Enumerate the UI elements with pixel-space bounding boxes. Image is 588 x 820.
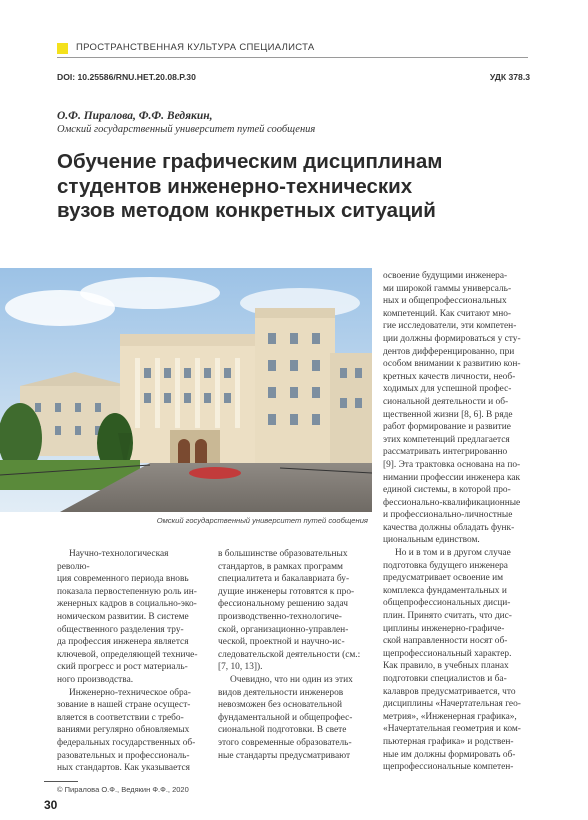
text-line: ми широкой гаммы универсаль- (383, 283, 512, 294)
text-line: фундаментальной и общепрофес- (218, 712, 353, 723)
text-line: циональным единством. (383, 535, 480, 546)
text-line: этих компетенций предлагается (383, 434, 510, 445)
text-line: ской, организационно-управлен- (218, 624, 349, 635)
doi-label[interactable]: DOI: 10.25586/RNU.HET.20.08.P.30 (57, 72, 196, 82)
text-line: Как правило, в учебных планах (383, 661, 509, 672)
text-line: фессионально-квалификационные (383, 497, 521, 508)
text-line: ных стандартов. Как указывается (57, 763, 190, 774)
text-line: фессиональному решению задач (218, 599, 348, 610)
text-line: женерных кадров в социально-эко- (57, 599, 197, 610)
text-line: щепрофессиональные компетен- (383, 762, 514, 773)
text-line: видов деятельности инженеров (218, 687, 344, 698)
text-line: особом внимании к развитию кон- (383, 359, 521, 370)
text-line: освоение будущими инженера- (383, 271, 508, 281)
article-title (57, 150, 477, 224)
text-line: «Начертательная геометрия и ком- (383, 724, 521, 735)
text-line: комплекса фундаментальных и (383, 585, 507, 596)
section-rubric: ПРОСТРАНСТВЕННАЯ КУЛЬТУРА СПЕЦИАЛИСТА (76, 42, 315, 53)
text-line: дущие инженеры готовятся к про- (218, 586, 355, 597)
body-column-3 (383, 270, 531, 774)
text-line: Инженерно-техническое обра- (69, 687, 191, 698)
text-line: единой системы, в которой про- (383, 485, 511, 496)
text-line: сиональной деятельности и об- (383, 396, 509, 407)
text-line: зование в нашей стране осущест- (57, 700, 191, 711)
footnote-divider (44, 781, 78, 782)
title-line: Обучение графическим дисциплинам (57, 150, 443, 173)
text-line: в большинстве образовательных (218, 549, 348, 559)
text-line: специалитета и бакалавриата бу- (218, 574, 350, 585)
text-line: ные им должны формировать об- (383, 749, 516, 760)
text-line: этого современные образователь- (218, 737, 352, 748)
affiliation: Омский государственный университет путей сообщения (57, 124, 316, 135)
text-line: следовательской деятельности (см.: (218, 649, 361, 660)
body-column-2 (218, 548, 368, 762)
text-line: качества должны обладать функ- (383, 522, 515, 533)
text-line: общепрофессиональных дисци- (383, 598, 511, 609)
figure-caption: Омский государственный университет путей сообщения (156, 516, 368, 525)
text-line: плин. Принято считать, что дис- (383, 611, 512, 622)
text-line: компетенций. Как считают мно- (383, 308, 512, 319)
copyright-notice: © Пиралова О.Ф., Ведякин Ф.Ф., 2020 (57, 785, 189, 794)
title-line: студентов инженерно-технических (57, 174, 413, 198)
text-line: ные стандарты предусматривают (218, 750, 351, 761)
text-line: Очевидно, что ни один из этих (230, 674, 353, 685)
text-line: ходимых для успешной профес- (383, 384, 512, 395)
title-line: вузов методом конкретных ситуаций (57, 199, 436, 222)
text-line: федеральных государственных об- (57, 737, 196, 748)
text-line: показала первостепенную роль ин- (57, 586, 197, 597)
text-line: Научно-технологическая револю- (57, 549, 169, 572)
text-line: да профессия инженера является (57, 637, 189, 648)
text-line: ция современного периода вновь (57, 574, 189, 585)
text-line: циплины инженерно-графиче- (383, 623, 505, 634)
text-line: ции должны формироваться у сту- (383, 333, 521, 344)
text-line: подготовки специалистов и ба- (383, 674, 507, 684)
text-line: рассматривать интегрированно (383, 447, 508, 458)
text-line: Но и в том и в другом случае (395, 548, 511, 559)
text-line: и профессионально-личностные (383, 510, 513, 521)
text-line: ключевой, определяющей техниче- (57, 649, 198, 660)
text-line: кретных качеств личности, необ- (383, 371, 516, 382)
udk-label: УДК 378.3 (489, 72, 530, 82)
text-line: метрия», «Инженерная графика», (383, 711, 517, 722)
text-line: производственно-технологиче- (218, 611, 342, 622)
text-line: подготовка будущего инженера (383, 560, 508, 571)
text-line: ский прогресс и рост материаль- (57, 662, 188, 673)
text-line: ской направленности носят об- (383, 636, 508, 647)
text-line: пьютерная графика» и родствен- (383, 736, 514, 747)
text-line: вляется в соответствии с требо- (57, 712, 184, 723)
text-line: ных и общепрофессиональных (383, 296, 507, 307)
text-line: невозможен без основательной (218, 700, 342, 711)
text-line: номическом развитии. В системе (57, 611, 189, 622)
authors: О.Ф. Пиралова, Ф.Ф. Ведякин, (57, 110, 213, 122)
text-line: [7, 10, 13]). (218, 662, 263, 673)
header-divider (57, 57, 528, 58)
text-line: гие исследователи, эти компетен- (383, 321, 517, 332)
section-marker (57, 43, 68, 54)
text-line: работ формирование и развитие (383, 422, 511, 433)
university-photo (0, 268, 372, 512)
text-line: нимании профессии инженера как (383, 472, 521, 483)
text-line: ваниями регулярно обновляемых (57, 725, 190, 736)
text-line: предусматривает освоение им (383, 573, 504, 584)
text-line: ческой, проектной и научно-ис- (218, 637, 345, 648)
text-line: общественного разделения тру- (57, 624, 184, 635)
text-line: щественной жизни [8, 6]. В ряде (383, 409, 513, 420)
text-line: дисциплины «Начертательная гео- (383, 699, 521, 710)
text-line: сиональной подготовки. В свете (218, 725, 347, 736)
body-column-1 (57, 548, 202, 775)
text-line: стандартов, в рамках программ (218, 561, 343, 572)
page-number: 30 (44, 798, 58, 812)
text-line: щепрофессиональный характер. (383, 648, 512, 659)
text-line: калавров предусматривается, что (383, 686, 516, 697)
text-line: разовательных и профессиональ- (57, 750, 190, 761)
text-line: ного производства. (57, 674, 134, 685)
text-line: [9]. Эта трактовка основана на по- (383, 459, 521, 470)
text-line: дентов дифференцированно, при (383, 346, 515, 357)
